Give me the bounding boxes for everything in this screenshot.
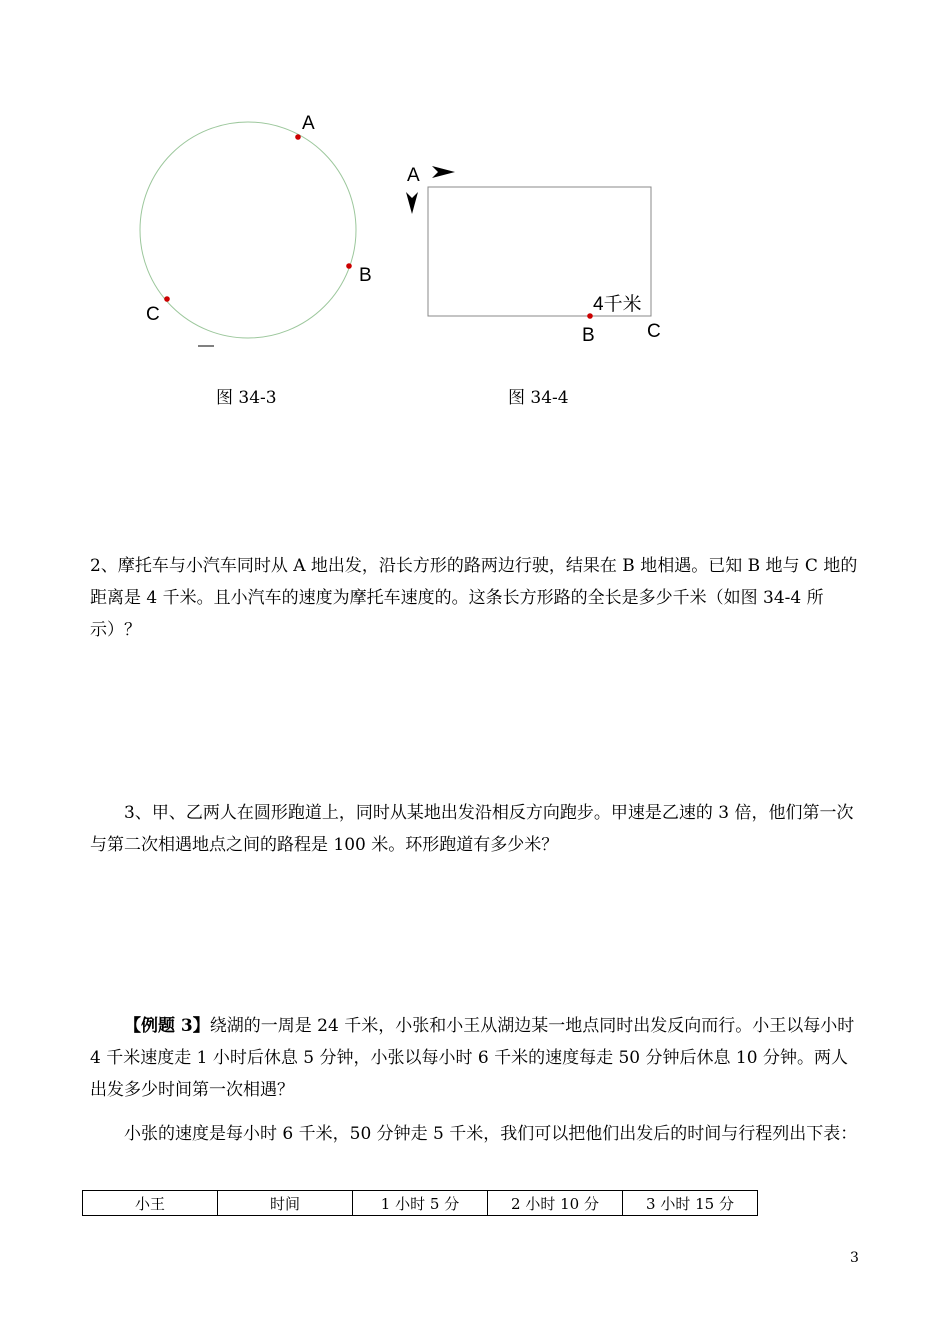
rect-label-c: C bbox=[647, 321, 661, 342]
rect-figure bbox=[406, 165, 661, 346]
point-c-dot bbox=[164, 296, 170, 302]
circle-figure bbox=[140, 113, 372, 346]
figure-caption-34-3: 图 34-3 bbox=[216, 388, 277, 408]
table-cell: 小王 bbox=[83, 1191, 218, 1216]
point-b-dot bbox=[587, 313, 593, 319]
circle-label-a: A bbox=[302, 113, 315, 134]
schedule-table bbox=[82, 1190, 758, 1216]
example-3-paragraph bbox=[90, 1010, 862, 1106]
example-3-tag: 【例题 3】 bbox=[124, 1016, 210, 1036]
figure-caption-34-4: 图 34-4 bbox=[508, 388, 569, 408]
problem-3-text: 3、甲、乙两人在圆形跑道上，同时从某地出发沿相反方向跑步。甲速是乙速的 3 倍，他们第一次与第二次相遇地点之间的路程是 100 米。环形跑道有多少米？ bbox=[90, 803, 854, 855]
table-cell: 1 小时 5 分 bbox=[353, 1191, 488, 1216]
table-cell: 2 小时 10 分 bbox=[488, 1191, 623, 1216]
arrow-down-icon bbox=[406, 192, 418, 214]
arrow-right-icon bbox=[432, 166, 455, 178]
figures-area bbox=[0, 0, 950, 440]
point-b-dot bbox=[346, 263, 352, 269]
table-cell: 时间 bbox=[218, 1191, 353, 1216]
example-3-text: 绕湖的一周是 24 千米，小张和小王从湖边某一地点同时出发反向而行。小王以每小时 4 千米速度走 1 小时后休息 5 分钟，小张以每小时 6 千米的速度每走 50 分钟后休息 10 分钟。两人出发多少时间第一次相遇？ bbox=[90, 1016, 855, 1100]
rect-label-b: B bbox=[582, 325, 595, 346]
circle-label-b: B bbox=[359, 265, 372, 286]
rect-distance-label: 4千米 bbox=[593, 294, 642, 315]
problem-2-text: 2、摩托车与小汽车同时从 A 地出发，沿长方形的路两边行驶，结果在 B 地相遇。已知 B 地与 C 地的距离是 4 千米。且小汽车的速度为摩托车速度的。这条长方形路的全长是多少千米（如图 34-4 所示）？ bbox=[90, 556, 858, 640]
circular-track bbox=[140, 122, 356, 338]
table-cell: 3 小时 15 分 bbox=[623, 1191, 758, 1216]
page-number: 3 bbox=[850, 1250, 859, 1266]
circle-label-c: C bbox=[146, 304, 160, 325]
rect-label-a: A bbox=[407, 165, 420, 186]
explanation-text: 小张的速度是每小时 6 千米，50 分钟走 5 千米，我们可以把他们出发后的时间与行程列出下表： bbox=[124, 1124, 858, 1144]
point-a-dot bbox=[295, 134, 301, 140]
table-row bbox=[83, 1191, 758, 1216]
